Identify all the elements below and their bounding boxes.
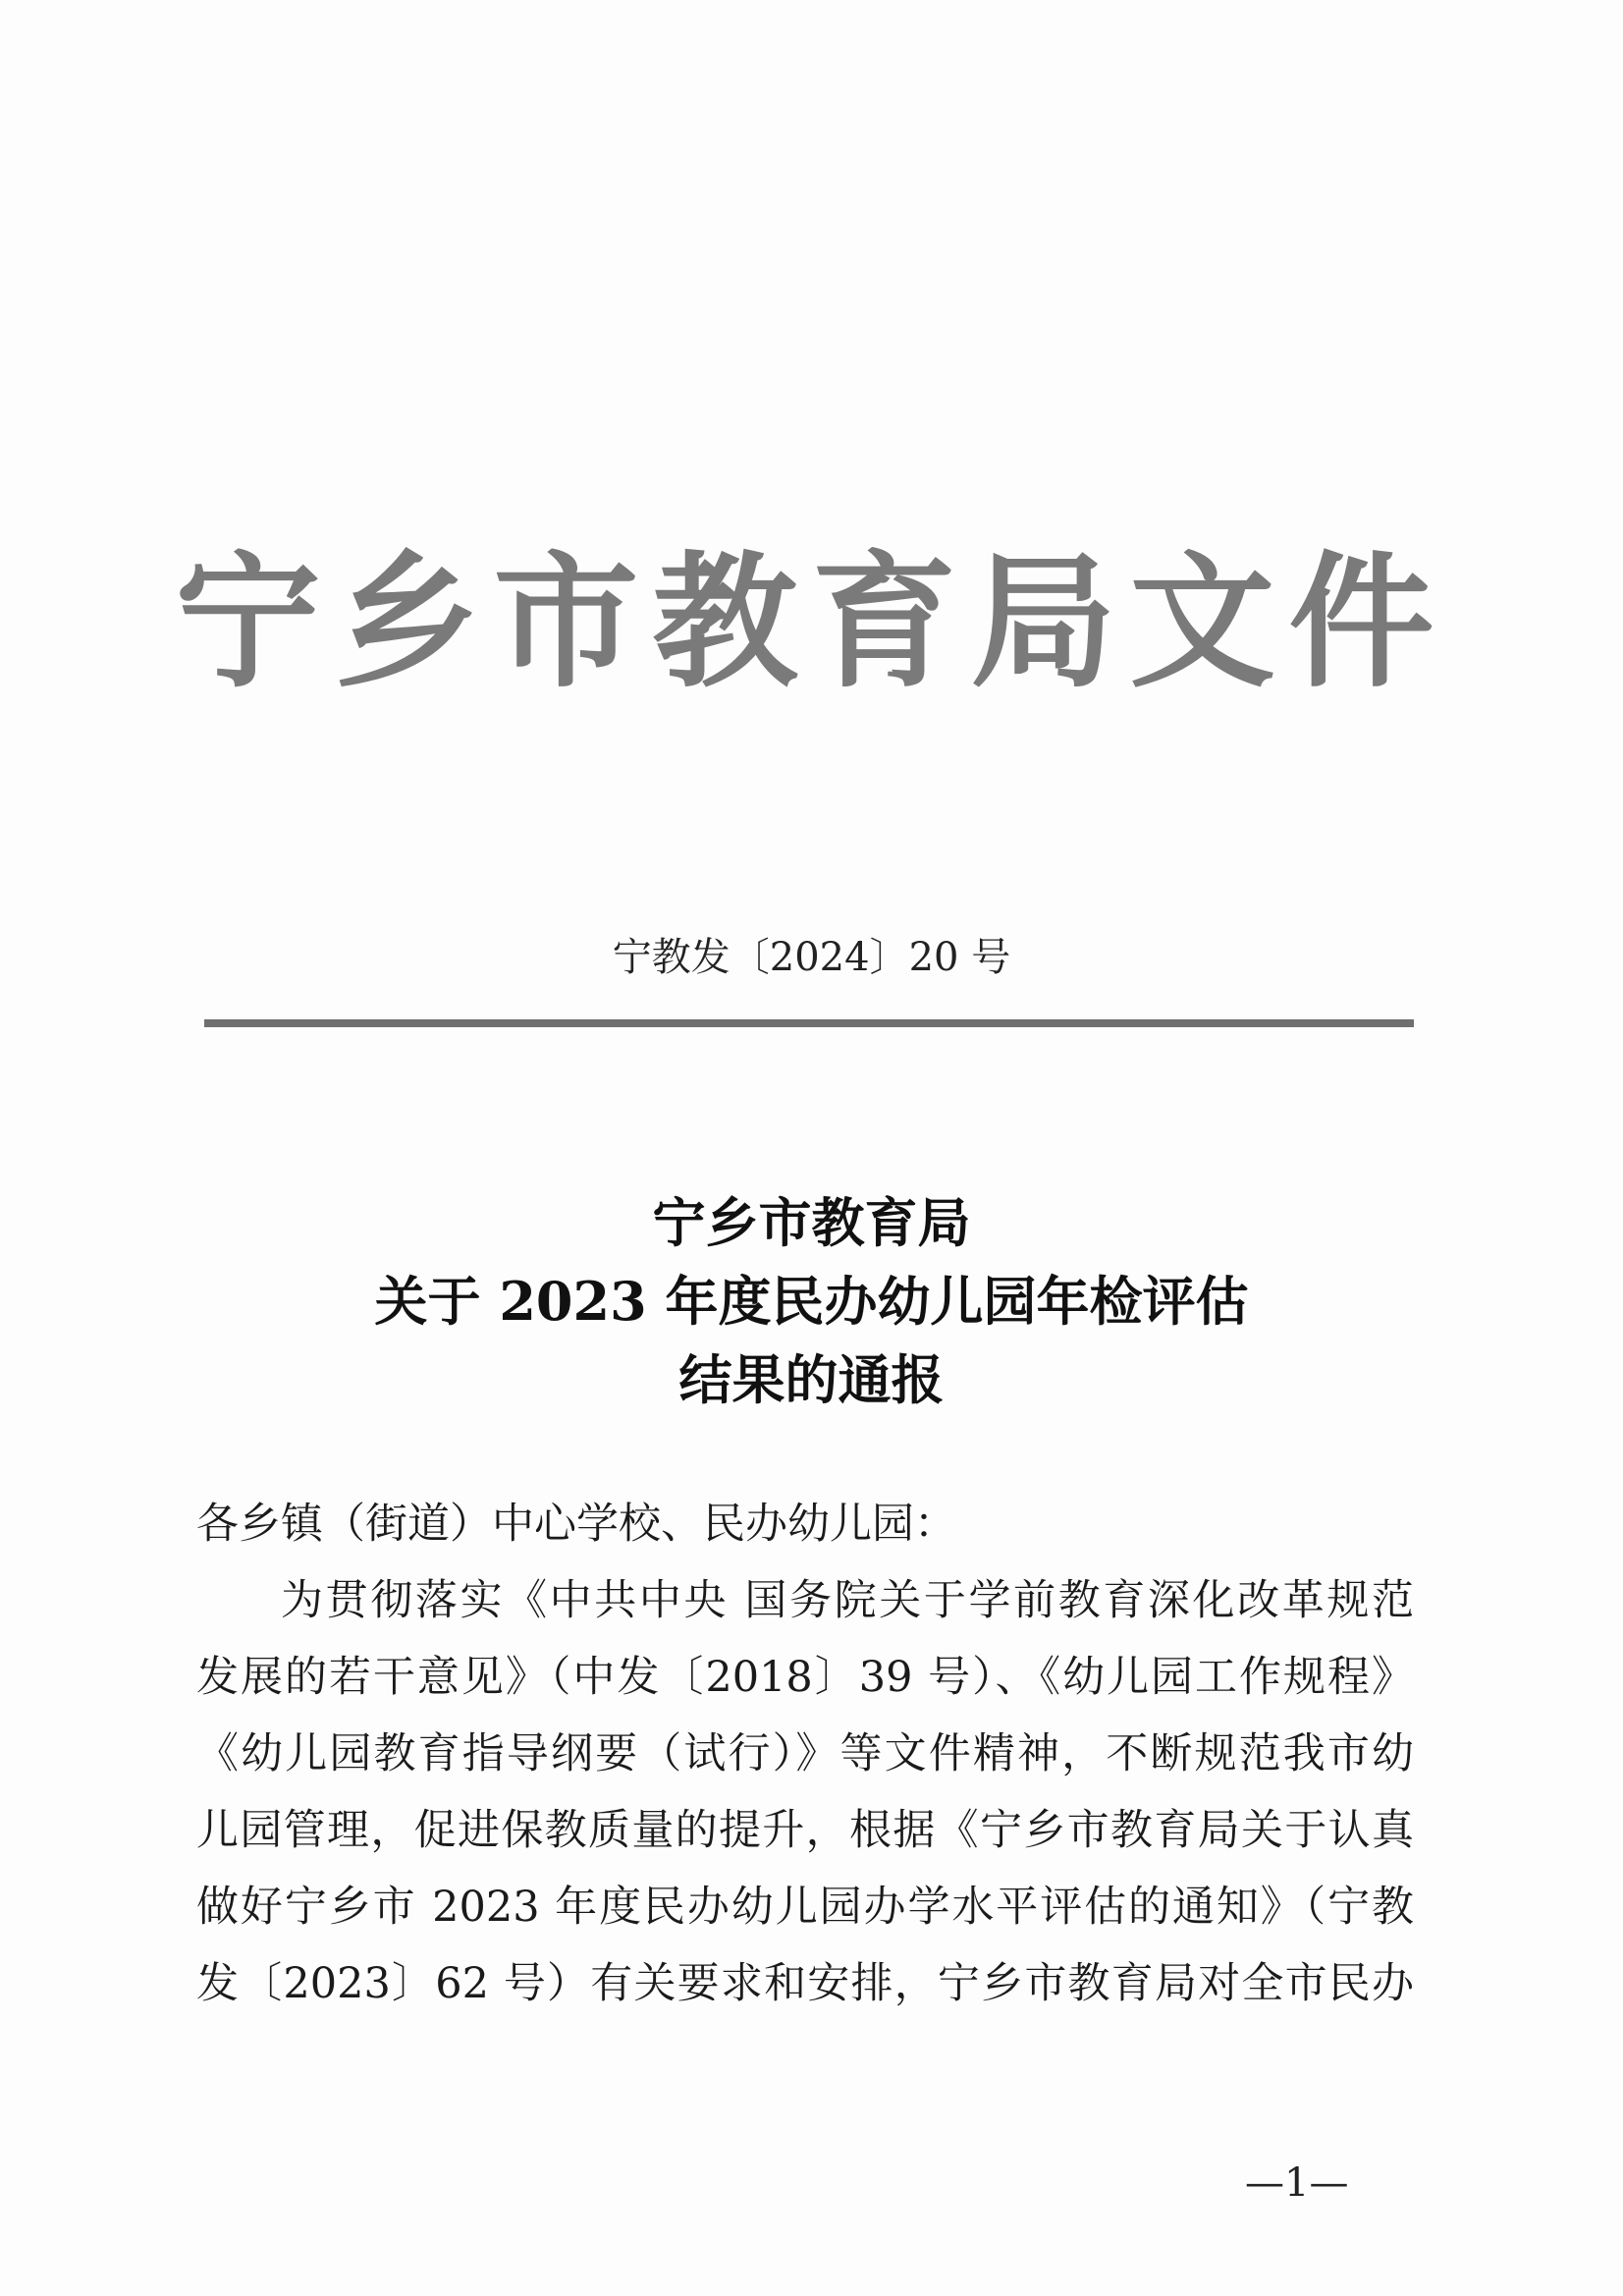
body-line: 儿园管理，促进保教质量的提升，根据《宁乡市教育局关于认真 (196, 1806, 1414, 1855)
document-number: 宁教发〔2024〕20 号 (612, 935, 1011, 980)
title-line: 宁乡市教育局 (652, 1191, 971, 1254)
document-masthead: 宁乡市教育局文件 (175, 538, 1448, 707)
body-line: 为贯彻落实《中共中央 国务院关于学前教育深化改革规范 (281, 1576, 1414, 1625)
body-line: 《幼儿园教育指导纲要（试行）》等文件精神，不断规范我市幼 (196, 1729, 1414, 1778)
title-line: 结果的通报 (678, 1348, 945, 1411)
page-number: —1— (1245, 2160, 1349, 2206)
body-line: 发展的若干意见》（中发〔2018〕39 号）、《幼儿园工作规程》 (196, 1653, 1414, 1702)
document-title (0, 1183, 1623, 1419)
body-line: 做好宁乡市 2023 年度民办幼儿园办学水平评估的通知》（宁教 (196, 1883, 1414, 1932)
title-line: 关于 2023 年度民办幼儿园年检评估 (374, 1270, 1249, 1333)
body-line: 发〔2023〕62 号）有关要求和安排，宁乡市教育局对全市民办 (196, 1959, 1414, 2008)
salutation: 各乡镇（街道）中心学校、民办幼儿园： (196, 1500, 956, 1549)
document-body (196, 1486, 1414, 2022)
header-divider (204, 1019, 1414, 1027)
